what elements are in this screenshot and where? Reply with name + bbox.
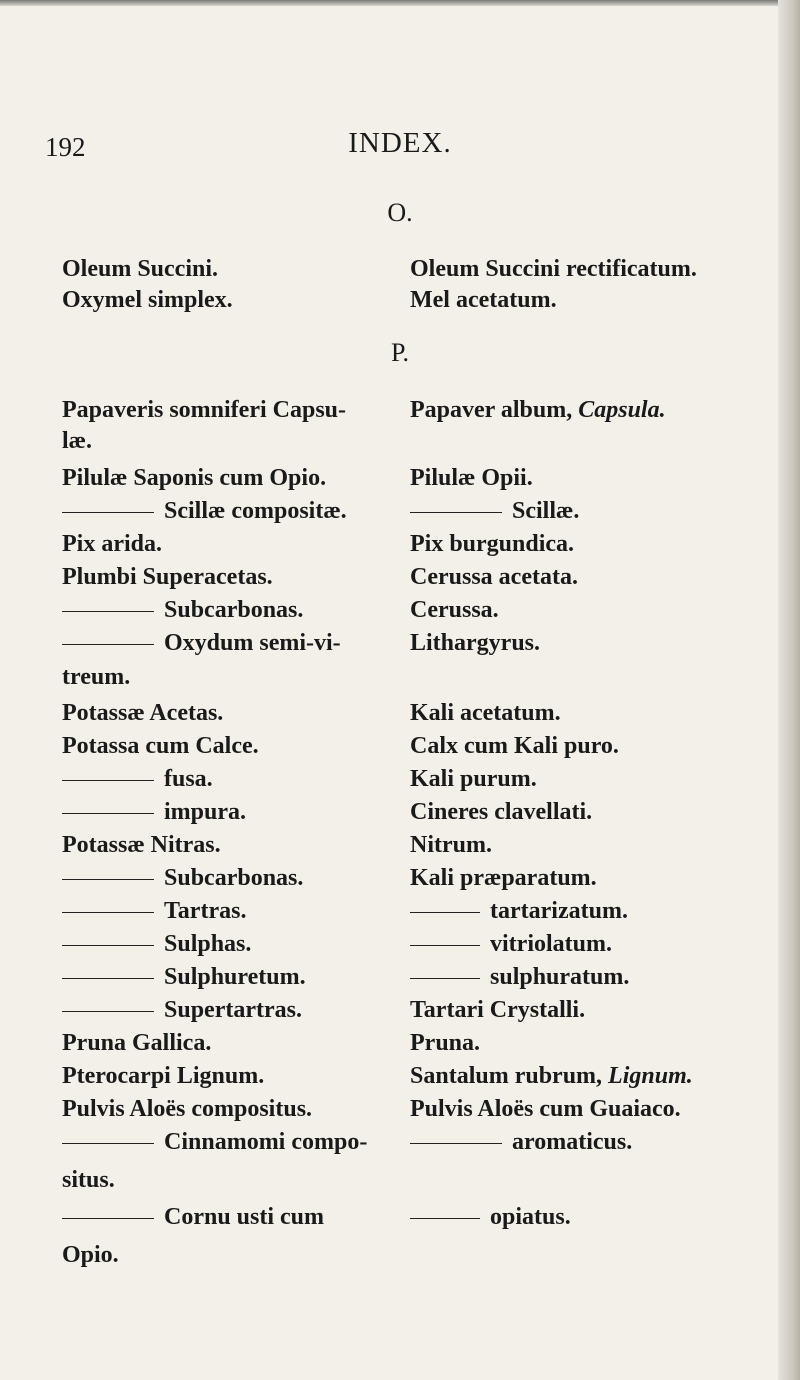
- entry-left: Scillæ compositæ.: [62, 499, 347, 523]
- entry-left: Pruna Gallica.: [62, 1030, 212, 1056]
- ditto-rule: [62, 1218, 154, 1219]
- ditto-rule: [62, 945, 154, 946]
- entry-right: Cerussa.: [410, 597, 499, 623]
- entry-left: Supertartras.: [62, 998, 302, 1022]
- entry-left: impura.: [62, 800, 246, 824]
- entry-left: Pulvis Aloës compositus.: [62, 1096, 313, 1122]
- ditto-rule: [62, 1011, 154, 1012]
- entry-right: Pilulæ Opii.: [410, 465, 533, 491]
- entry-right: Oleum Succini rectificatum.: [410, 256, 697, 282]
- ditto-rule: [62, 813, 154, 814]
- ditto-rule: [410, 1143, 502, 1144]
- entry-right: sulphuratum.: [410, 965, 629, 989]
- entry-left: Oxydum semi-vi-: [62, 631, 341, 655]
- entry-right: vitriolatum.: [410, 932, 612, 956]
- entry-right: Mel acetatum.: [410, 287, 557, 313]
- entry-left: Papaveris somniferi Capsu-: [62, 397, 346, 423]
- section-letter-o: O.: [387, 198, 413, 227]
- ditto-rule: [62, 644, 154, 645]
- entry-left: læ.: [62, 428, 92, 454]
- entry-right: Tartari Crystalli.: [410, 997, 586, 1023]
- entry-right: Nitrum.: [410, 832, 492, 858]
- entry-left: Tartras.: [62, 899, 246, 923]
- ditto-rule: [62, 879, 154, 880]
- entry-right: Santalum rubrum, Lignum.: [410, 1063, 693, 1089]
- entry-left: Cornu usti cum: [62, 1205, 324, 1229]
- entry-left: situs.: [62, 1167, 115, 1193]
- entry-right: Kali purum.: [410, 766, 537, 792]
- ditto-rule: [410, 978, 480, 979]
- ditto-rule: [410, 945, 480, 946]
- entry-right: Cineres clavellati.: [410, 799, 593, 825]
- entry-left: Pix arida.: [62, 531, 162, 557]
- ditto-rule: [62, 978, 154, 979]
- entry-left: fusa.: [62, 767, 213, 791]
- entry-right: Scillæ.: [410, 499, 579, 523]
- ditto-rule: [62, 512, 154, 513]
- running-title: INDEX.: [348, 127, 452, 159]
- ditto-rule: [410, 512, 502, 513]
- entry-right: aromaticus.: [410, 1130, 632, 1154]
- entry-left: Subcarbonas.: [62, 598, 303, 622]
- entry-right: Kali acetatum.: [410, 700, 561, 726]
- entry-left: Oleum Succini.: [62, 256, 219, 282]
- entry-left: Cinnamomi compo-: [62, 1130, 367, 1154]
- section-letter-p: P.: [390, 338, 410, 367]
- entry-right: Kali præparatum.: [410, 865, 597, 891]
- page-edge-top: [0, 0, 800, 6]
- entry-left: Oxymel simplex.: [62, 287, 233, 313]
- ditto-rule: [62, 1143, 154, 1144]
- entry-left: Potassa cum Calce.: [62, 733, 259, 759]
- entry-left: Subcarbonas.: [62, 866, 303, 890]
- ditto-rule: [62, 912, 154, 913]
- entry-left: Sulphuretum.: [62, 965, 306, 989]
- entry-left: Sulphas.: [62, 932, 251, 956]
- ditto-rule: [410, 912, 480, 913]
- entry-right: Pruna.: [410, 1030, 481, 1056]
- ditto-rule: [410, 1218, 480, 1219]
- entry-right: Cerussa acetata.: [410, 564, 578, 590]
- entry-left: Potassæ Acetas.: [62, 700, 224, 726]
- entry-left: Plumbi Superacetas.: [62, 564, 273, 590]
- ditto-rule: [62, 780, 154, 781]
- entry-right: opiatus.: [410, 1205, 571, 1229]
- entry-right: Calx cum Kali puro.: [410, 733, 619, 759]
- page-number: 192: [45, 132, 86, 162]
- entry-right: Pulvis Aloës cum Guaiaco.: [410, 1096, 681, 1122]
- entry-right: Lithargyrus.: [410, 630, 541, 656]
- entry-left: Potassæ Nitras.: [62, 832, 221, 858]
- entry-left: treum.: [62, 664, 131, 690]
- entry-right: Papaver album, Capsula.: [410, 397, 666, 423]
- entry-right: Pix burgundica.: [410, 531, 575, 557]
- entry-right: tartarizatum.: [410, 899, 628, 923]
- entry-left: Opio.: [62, 1242, 119, 1268]
- ditto-rule: [62, 611, 154, 612]
- entry-left: Pterocarpi Lignum.: [62, 1063, 265, 1089]
- entry-left: Pilulæ Saponis cum Opio.: [62, 465, 327, 491]
